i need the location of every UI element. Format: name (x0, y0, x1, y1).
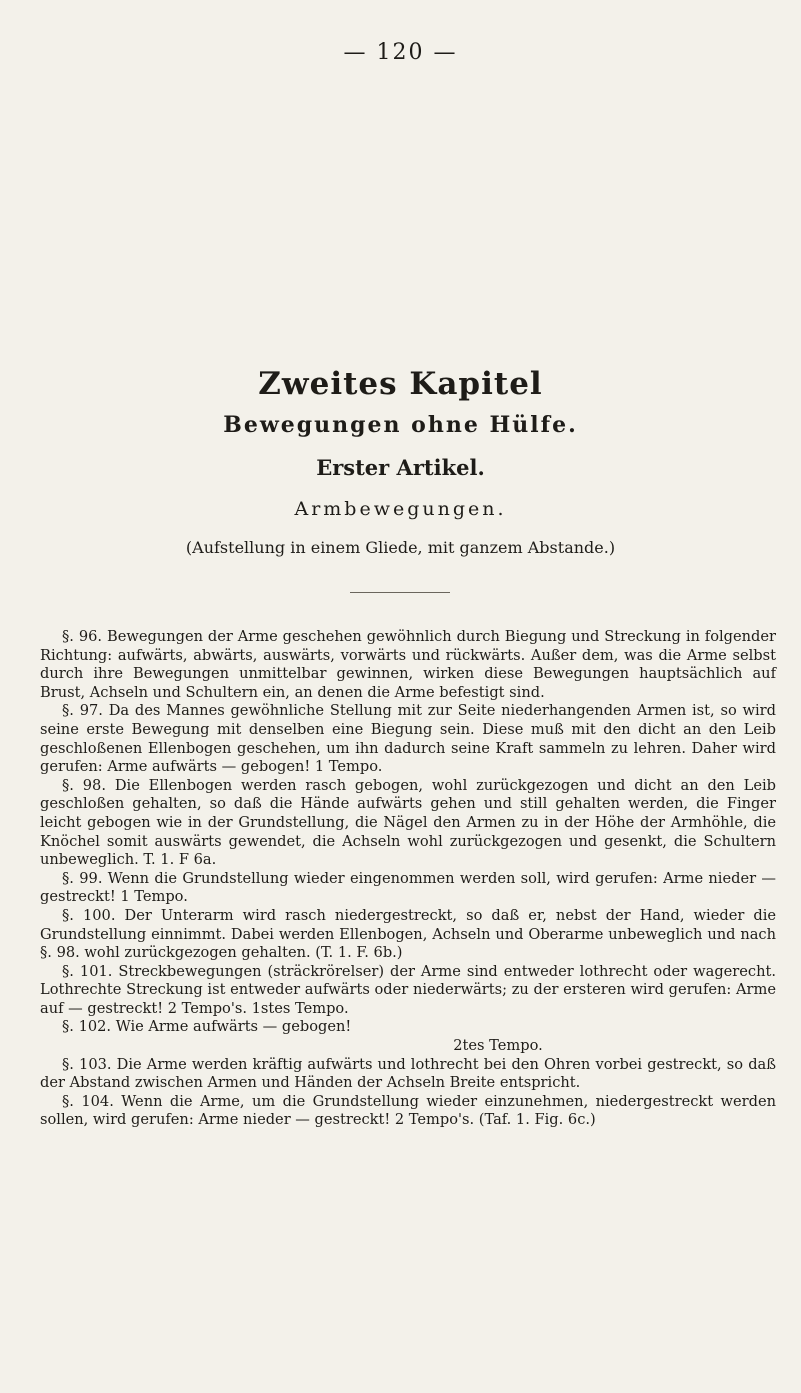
article-subtitle: Armbewegungen. (294, 498, 507, 520)
paragraph-96: §. 96. Bewegungen der Arme geschehen gewöhnlich durch Biegung und Streckung in folgender Richtung: aufwärts, abwärts, auswärts, vorwärts und rückwärts. Außer dem, was die Arme selbst durch ihre Bewegungen unmittelbar gewinnen, wirken diese Bewegungen hauptsächlich auf Brust, Achseln und Schultern ein, an denen die Arme befestigt sind. (40, 628, 776, 701)
paragraph-100: §. 100. Der Unterarm wird rasch niedergestreckt, so daß er, nebst der Hand, wieder die Grundstellung einnimmt. Dabei werden Ellenbogen, Achseln und Oberarme unbeweglich und nach §. 98. wohl zurückgezogen gehalten. (T. 1. F. 6b.) (40, 906, 776, 962)
tempo-label: 2tes Tempo. (453, 1037, 543, 1055)
paragraph-104: §. 104. Wenn die Arme, um die Grundstellung wieder einzunehmen, niedergestreckt werden sollen, wird gerufen: Arme nieder — gestreckt! 2 Tempo's. (Taf. 1. Fig. 6c.) (40, 1092, 776, 1129)
paragraph-99: §. 99. Wenn die Grundstellung wieder eingenommen werden soll, wird gerufen: Arme nieder — gestreckt! 1 Tempo. (40, 869, 776, 906)
paragraph-103: §. 103. Die Arme werden kräftig aufwärts und lothrecht bei den Ohren vorbei gestreckt, so daß der Abstand zwischen Armen und Händen der Achseln Breite entspricht. (40, 1055, 776, 1092)
divider (350, 592, 450, 593)
section-title: Bewegungen ohne Hülfe. (223, 412, 578, 438)
chapter-title: Zweites Kapitel (258, 366, 543, 402)
paragraph-102: §. 102. Wie Arme aufwärts — gebogen! (62, 1018, 352, 1036)
paragraph-101: §. 101. Streckbewegungen (sträckrörelser) der Arme sind entweder lothrecht oder wagerecht. Lothrechte Streckung ist entweder aufwärts oder niederwärts; zu der ersteren wird gerufen: Arme auf — gestreckt! 2 Tempo's. 1stes Tempo. (40, 962, 776, 1017)
article-title: Erster Artikel. (316, 455, 485, 480)
paragraph-97: §. 97. Da des Mannes gewöhnliche Stellung mit zur Seite niederhangenden Armen ist, so wird seine erste Bewegung mit denselben eine Biegung sein. Diese muß mit den dicht an den Leib geschloßenen Ellenbogen geschehen, um ihn dadurch seine Kraft sammeln zu lehren. Daher wird gerufen: Arme aufwärts — gebogen! 1 Tempo. (40, 702, 776, 776)
paragraph-98: §. 98. Die Ellenbogen werden rasch gebogen, wohl zurückgezogen und dicht an den Leib geschloßen gehalten, so daß die Hände aufwärts gehen und still gehalten werden, die Finger leicht gebogen wie in der Grundstellung, die Nägel den Armen zu in der Höhe der Armhöhle, die Knöchel somit auswärts gewendet, die Achseln wohl zurückgezogen und gesenkt, die Schultern unbeweglich. T. 1. F 6a. (40, 776, 776, 869)
formation-note: (Aufstellung in einem Gliede, mit ganzem Abstande.) (185, 538, 616, 557)
body-text (40, 628, 776, 1130)
page-number: — 120 — (343, 40, 458, 65)
